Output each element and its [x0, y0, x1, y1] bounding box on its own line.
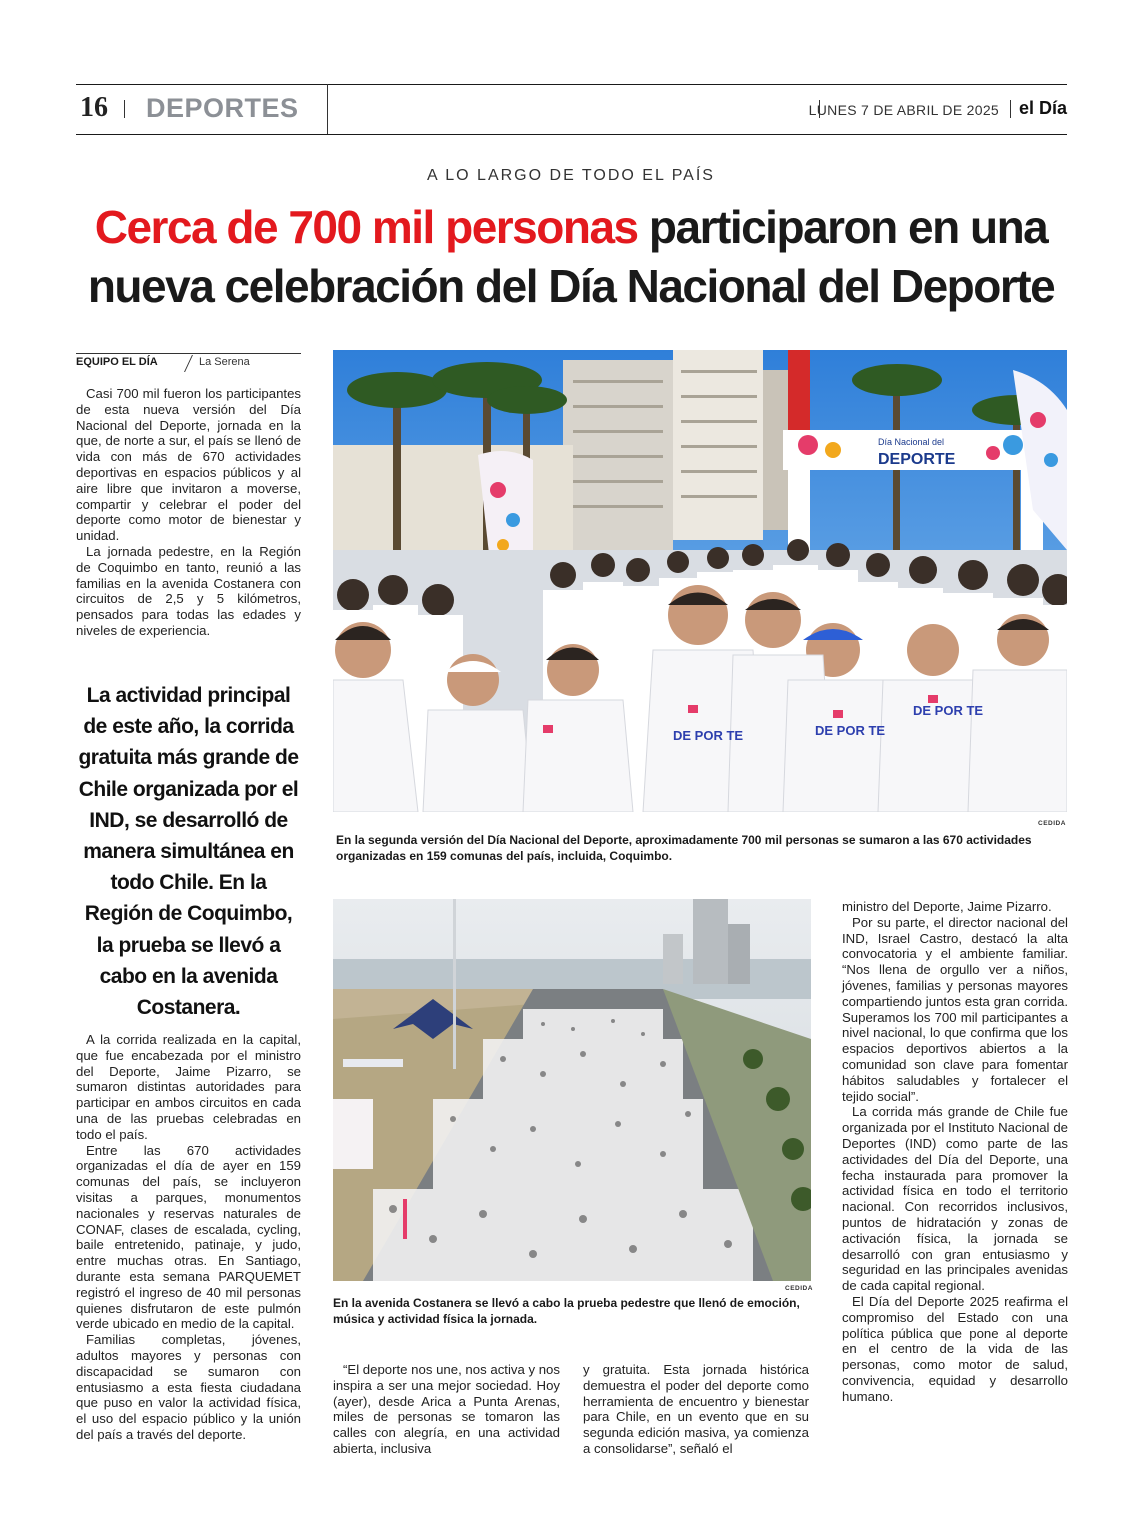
header-separator	[1010, 100, 1011, 118]
page-number: 16	[80, 92, 108, 123]
photo2-credit: CEDIDA	[785, 1285, 813, 1292]
body-column-1-top	[76, 386, 301, 639]
body-column-1-bottom	[76, 1032, 301, 1443]
arch-title-small: Día Nacional del	[878, 437, 945, 447]
headline-text: participaron en una nueva celebración del Día Nacional del Deporte	[87, 201, 1055, 312]
byline-location: La Serena	[199, 356, 250, 368]
article-headline	[70, 198, 1072, 316]
body-paragraph: “El deporte nos une, nos activa y nos inspira a ser una mejor sociedad. Hoy (ayer), desde Arica a Punta Arenas, miles de personas se tomaron las calles con alegría, en una actividad abierta, inclusiva	[333, 1362, 560, 1456]
byline-author: EQUIPO EL DÍA	[76, 356, 158, 368]
photo1-credit: CEDIDA	[1038, 820, 1066, 827]
body-column-3	[583, 1362, 809, 1457]
body-paragraph: Por su parte, el director nacional del IND, Israel Castro, destacó la alta convocatoria y el ambiente familiar. “Nos llena de orgullo ver a niños, jóvenes, familias y personas mayores compartiendo juntos esta gran corrida. Superamos los 700 mil participantes a nivel nacional, lo que confirma que los espacios deportivos abiertos a la comunidad son clave para fomentar hábitos saludables y fortalecer el tejido social”.	[842, 914, 1068, 1104]
section-name: DEPORTES	[146, 93, 299, 123]
body-paragraph: ministro del Deporte, Jaime Pizarro.	[842, 899, 1052, 914]
byline-divider	[184, 355, 193, 372]
shirt-print: DE POR TE	[673, 728, 744, 743]
body-paragraph: La corrida más grande de Chile fue organizada por el Instituto Nacional de Deportes (IND) como parte de las actividades del Día del Deporte, una fecha instaurada para promover la actividad física en todo el territorio nacional. Con recorridos inclusivos, puntos de hidratación y zonas de activación física, la jornada se desarrolló con gran entusiasmo y seguridad en las principales avenidas de cada capital regional.	[842, 1104, 1068, 1294]
body-paragraph: Entre las 670 actividades organizadas el día de ayer en 159 comunas del país, se incluyeron visitas a parques, monumentos nacionales y reservas naturales de CONAF, clases de escalada, cycling, baile entretenido, patinaje, y judo, entre muchas otras. En Santiago, durante esta semana PARQUEMET registró el ingreso de 40 mil personas quienes disfrutaron de este pulmón verde ubicado en medio de la capital.	[76, 1142, 301, 1332]
runners-crowd-illustration	[333, 350, 1067, 812]
newspaper-logo: el Día	[1018, 98, 1067, 118]
body-column-2	[333, 1362, 560, 1457]
pull-quote: La actividad principal de este año, la corrida gratuita más grande de Chile organizada por el IND, se desarrolló de manera simultánea en todo Chile. En la Región de Coquimbo, la prueba se llevó a cabo en la avenida Costanera.	[78, 684, 299, 1020]
page-header	[76, 84, 1067, 134]
shirt-print: DE POR TE	[913, 703, 984, 718]
header-separator	[327, 84, 328, 134]
photo-runners-crowd	[333, 350, 1067, 812]
photo1-caption: En la segunda versión del Día Nacional del Deporte, aproximadamente 700 mil personas se sumaron a las 670 actividades organizadas en 159 comunas del país, incluida, Coquimbo.	[336, 833, 1032, 863]
body-paragraph: Casi 700 mil fueron los participantes de esta nueva versión del Día Nacional del Deporte, jornada en la que, de norte a sur, el país se llenó de vida con más de 670 actividades deportivas en espacios públicos y al aire libre que invitaron a moverse, compartir y celebrar el poder del deporte como motor de bienestar y unidad.	[76, 386, 301, 544]
body-column-4	[842, 899, 1068, 1405]
shirt-print: DE POR TE	[815, 723, 886, 738]
photo2-caption: En la avenida Costanera se llevó a cabo la prueba pedestre que llenó de emoción, música y actividad física la jornada.	[333, 1296, 800, 1326]
article-kicker: A LO LARGO DE TODO EL PAÍS	[427, 167, 715, 184]
body-paragraph: Familias completas, jóvenes, adultos mayores y personas con discapacidad se sumaron con entusiasmo a esta fiesta ciudadana que puso en valor la actividad física, el uso del espacio público y la unión del país a través del deporte.	[76, 1332, 301, 1442]
costanera-aerial-illustration	[333, 899, 811, 1281]
header-separator	[124, 100, 125, 118]
header-bottom-rule	[76, 134, 1067, 135]
headline-highlight: Cerca de 700 mil personas	[94, 201, 638, 253]
photo-costanera-aerial	[333, 899, 811, 1281]
byline	[76, 353, 301, 372]
body-paragraph: y gratuita. Esta jornada histórica demuestra el poder del deporte como herramienta de encuentro y bienestar para Chile, en un evento que en su segunda edición masiva, ya comienza a consolidarse”, señaló el	[583, 1362, 809, 1456]
body-paragraph: A la corrida realizada en la capital, que fue encabezada por el ministro del Deporte, Jaime Pizarro, se sumaron distintas autoridades para participar en ambos circuitos en cada una de las pruebas celebradas en todo el país.	[76, 1032, 301, 1142]
body-paragraph: La jornada pedestre, en la Región de Coquimbo en tanto, reunió a las familias en la avenida Costanera con circuitos de 2,5 y 5 kilómetros, pensados para todas las edades y niveles de experiencia.	[76, 543, 301, 638]
arch-title-large: DEPORTE	[878, 451, 956, 468]
issue-date: LUNES 7 DE ABRIL DE 2025	[808, 102, 999, 118]
body-paragraph: El Día del Deporte 2025 reafirma el compromiso del Estado con una política pública que pone al deporte en el centro de la vida de las personas, como motor de salud, convivencia, equidad y desarrollo humano.	[842, 1293, 1068, 1404]
